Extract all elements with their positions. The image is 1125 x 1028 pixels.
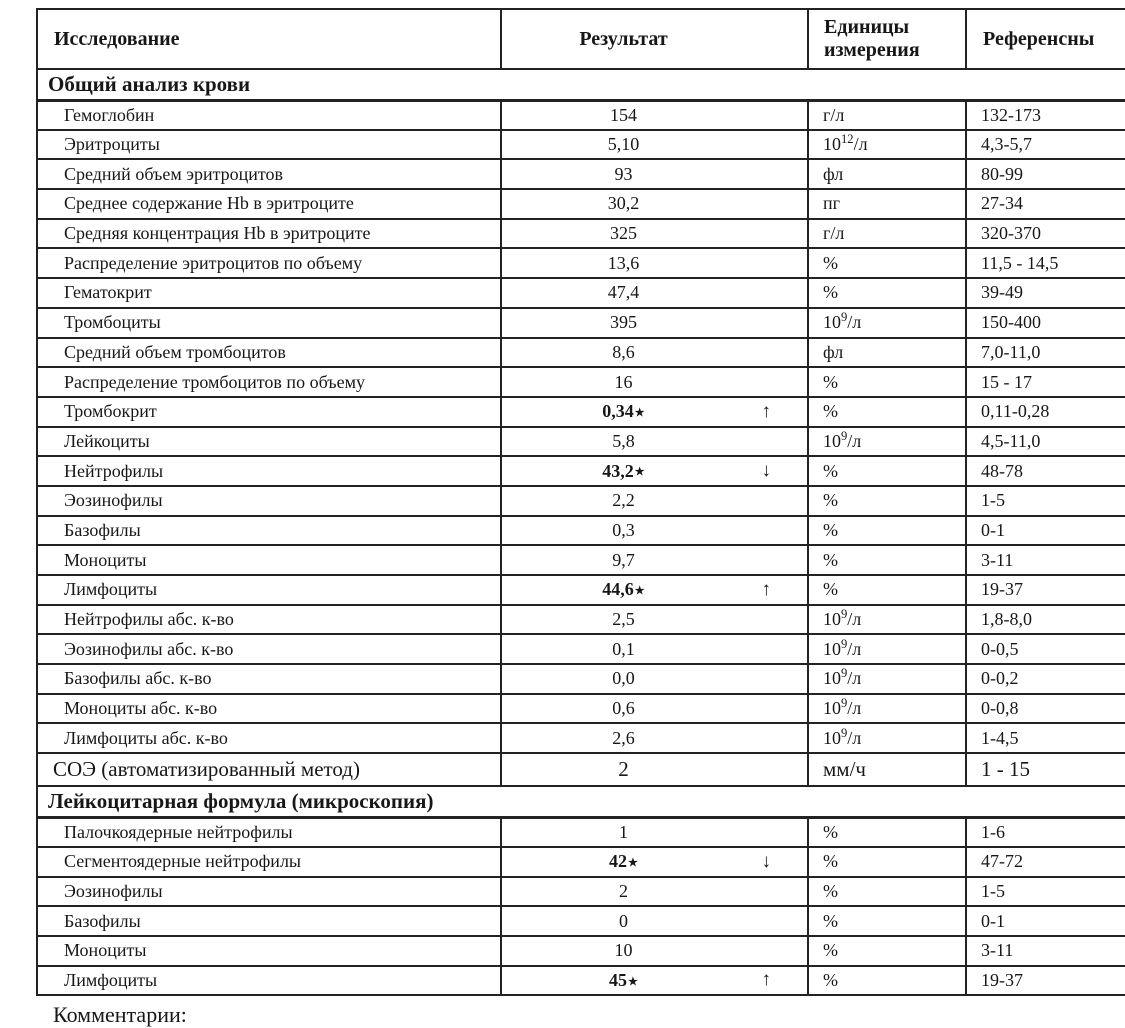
result-value: 9,7 [612, 549, 635, 570]
unit-value: % [808, 456, 966, 486]
result-cell [501, 575, 808, 605]
reference-range: 0-1 [966, 906, 1125, 936]
result-cell [501, 130, 808, 160]
table-row [37, 545, 1125, 575]
reference-range: 132-173 [966, 100, 1125, 130]
unit-value: фл [808, 338, 966, 368]
abnormal-star-marker: ★ [634, 466, 645, 479]
result-value: 2,6 [612, 727, 635, 748]
test-name: Лимфоциты абс. к-во [37, 723, 501, 753]
test-name: Средний объем тромбоцитов [37, 338, 501, 368]
abnormal-star-marker: ★ [634, 406, 645, 419]
result-value: 0,6 [612, 698, 635, 719]
test-name: Нейтрофилы [37, 456, 501, 486]
unit-value: $10^9/л$ [808, 634, 966, 664]
test-name: Палочкоядерные нейтрофилы [37, 817, 501, 847]
result-cell [501, 367, 808, 397]
table-row [37, 877, 1125, 907]
test-name: Базофилы [37, 516, 501, 546]
result-value: 5,10 [607, 134, 640, 155]
result-cell [501, 817, 808, 847]
test-name: Средний объем эритроцитов [37, 159, 501, 189]
unit-value: % [808, 397, 966, 427]
lab-report-page [36, 8, 1125, 1028]
reference-range: 48-78 [966, 456, 1125, 486]
unit-exponent: 12 [841, 132, 854, 147]
unit-value: % [808, 486, 966, 516]
column-header-result: Результат [501, 9, 808, 69]
result-cell [501, 966, 808, 996]
test-name: Базофилы [37, 906, 501, 936]
table-row [37, 516, 1125, 546]
result-cell [501, 634, 808, 664]
test-name: Лейкоциты [37, 427, 501, 457]
reference-range: 11,5 - 14,5 [966, 248, 1125, 278]
unit-value: г/л [808, 219, 966, 249]
test-name: Эозинофилы абс. к-во [37, 634, 501, 664]
result-value: 8,6 [612, 341, 635, 362]
reference-range: 4,5-11,0 [966, 427, 1125, 457]
test-name: Тромбоциты [37, 308, 501, 338]
unit-value: % [808, 966, 966, 996]
table-row [37, 936, 1125, 966]
reference-range: 1-4,5 [966, 723, 1125, 753]
test-name: Распределение тромбоцитов по объему [37, 367, 501, 397]
table-row [37, 664, 1125, 694]
test-name: Средняя концентрация Hb в эритроците [37, 219, 501, 249]
test-name: Эозинофилы [37, 877, 501, 907]
result-cell [501, 100, 808, 130]
unit-value: % [808, 248, 966, 278]
reference-range: 1-6 [966, 817, 1125, 847]
result-value: 2,5 [612, 609, 635, 630]
table-row [37, 338, 1125, 368]
result-cell [501, 877, 808, 907]
section-header-row [37, 69, 1125, 100]
unit-value: % [808, 817, 966, 847]
result-value: 16 [614, 371, 633, 392]
unit-value: $10^9/л$ [808, 664, 966, 694]
arrow-up-icon: ↑ [761, 969, 771, 991]
result-cell [501, 308, 808, 338]
reference-range: 19-37 [966, 966, 1125, 996]
unit-value: % [808, 877, 966, 907]
result-value: 0,0 [612, 668, 635, 689]
result-cell [501, 936, 808, 966]
reference-range: 47-72 [966, 847, 1125, 877]
unit-exponent: 9 [841, 310, 848, 325]
table-header-row [37, 9, 1125, 69]
result-value: 0,34★ [602, 401, 645, 422]
table-row [37, 456, 1125, 486]
unit-exponent: 9 [841, 428, 848, 443]
result-cell [501, 338, 808, 368]
unit-value: % [808, 367, 966, 397]
table-row [37, 308, 1125, 338]
result-value: 10 [614, 940, 633, 961]
reference-range: 39-49 [966, 278, 1125, 308]
column-header-units: Единицы измерения [808, 9, 966, 69]
unit-value: % [808, 847, 966, 877]
result-cell [501, 278, 808, 308]
unit-value: $10^9/л$ [808, 694, 966, 724]
test-name: Распределение эритроцитов по объему [37, 248, 501, 278]
reference-range: 0-0,2 [966, 664, 1125, 694]
table-row [37, 486, 1125, 516]
test-name: Гемоглобин [37, 100, 501, 130]
result-cell [501, 456, 808, 486]
comments-label: Комментарии: [53, 1002, 187, 1028]
unit-value: % [808, 545, 966, 575]
table-row [37, 219, 1125, 249]
reference-range: 0-0,8 [966, 694, 1125, 724]
result-value: 30,2 [607, 193, 640, 214]
reference-range: 0,11-0,28 [966, 397, 1125, 427]
test-name: Лимфоциты [37, 575, 501, 605]
result-cell [501, 486, 808, 516]
table-row [37, 159, 1125, 189]
lab-results-table [36, 8, 1125, 996]
unit-exponent: 9 [841, 696, 848, 711]
table-row [37, 427, 1125, 457]
result-value: 0,3 [612, 519, 635, 540]
result-cell [501, 723, 808, 753]
table-row [37, 130, 1125, 160]
reference-range: 1 - 15 [966, 753, 1125, 786]
section-title: Лейкоцитарная формула (микроскопия) [37, 786, 1125, 817]
reference-range: 19-37 [966, 575, 1125, 605]
table-row [37, 906, 1125, 936]
test-name: Моноциты абс. к-во [37, 694, 501, 724]
result-value: 154 [610, 104, 637, 125]
result-value: 13,6 [607, 252, 640, 273]
test-name: Сегментоядерные нейтрофилы [37, 847, 501, 877]
table-row [37, 723, 1125, 753]
unit-value: % [808, 936, 966, 966]
abnormal-star-marker: ★ [627, 975, 638, 988]
test-name: Нейтрофилы абс. к-во [37, 605, 501, 635]
test-name: Базофилы абс. к-во [37, 664, 501, 694]
unit-value: $10^9/л$ [808, 605, 966, 635]
reference-range: 3-11 [966, 936, 1125, 966]
result-cell [501, 664, 808, 694]
test-name: Моноциты [37, 936, 501, 966]
result-cell [501, 516, 808, 546]
test-name: СОЭ (автоматизированный метод) [37, 753, 501, 786]
unit-value: % [808, 906, 966, 936]
abnormal-star-marker: ★ [627, 856, 638, 869]
result-cell [501, 906, 808, 936]
test-name: Гематокрит [37, 278, 501, 308]
unit-exponent: 9 [841, 725, 848, 740]
test-name: Среднее содержание Hb в эритроците [37, 189, 501, 219]
unit-value: $10^9/л$ [808, 308, 966, 338]
reference-range: 150-400 [966, 308, 1125, 338]
result-cell [501, 753, 808, 786]
result-value: 42★ [608, 851, 638, 872]
table-row [37, 753, 1125, 786]
arrow-down-icon: ↓ [761, 850, 771, 872]
table-row [37, 694, 1125, 724]
reference-range: 1-5 [966, 877, 1125, 907]
result-cell [501, 248, 808, 278]
unit-exponent: 9 [841, 636, 848, 651]
reference-range: 0-0,5 [966, 634, 1125, 664]
test-name: Моноциты [37, 545, 501, 575]
unit-value: $10^{12}/л$ [808, 130, 966, 160]
test-name: Эритроциты [37, 130, 501, 160]
table-row [37, 278, 1125, 308]
result-value: 395 [610, 312, 637, 333]
table-row [37, 817, 1125, 847]
column-header-test: Исследование [37, 9, 501, 69]
table-row [37, 100, 1125, 130]
reference-range: 4,3-5,7 [966, 130, 1125, 160]
table-row [37, 634, 1125, 664]
unit-value: $10^9/л$ [808, 427, 966, 457]
unit-value: % [808, 278, 966, 308]
reference-range: 1,8-8,0 [966, 605, 1125, 635]
result-cell [501, 189, 808, 219]
result-value: 5,8 [612, 430, 635, 451]
reference-range: 15 - 17 [966, 367, 1125, 397]
result-value: 2 [618, 757, 629, 782]
result-value: 0 [619, 910, 628, 931]
result-value: 2 [619, 880, 628, 901]
unit-exponent: 9 [841, 607, 848, 622]
arrow-up-icon: ↑ [761, 578, 771, 600]
unit-value: пг [808, 189, 966, 219]
result-cell [501, 605, 808, 635]
table-row [37, 605, 1125, 635]
section-title: Общий анализ крови [37, 69, 1125, 100]
reference-range: 7,0-11,0 [966, 338, 1125, 368]
result-value: 45★ [608, 969, 638, 990]
table-row [37, 248, 1125, 278]
test-name: Тромбокрит [37, 397, 501, 427]
reference-range: 320-370 [966, 219, 1125, 249]
test-name: Лимфоциты [37, 966, 501, 996]
table-row [37, 847, 1125, 877]
unit-value: % [808, 575, 966, 605]
abnormal-star-marker: ★ [634, 585, 645, 598]
result-cell [501, 694, 808, 724]
reference-range: 3-11 [966, 545, 1125, 575]
result-cell [501, 159, 808, 189]
reference-range: 80-99 [966, 159, 1125, 189]
result-value: 44,6★ [602, 579, 645, 600]
table-row [37, 397, 1125, 427]
result-cell [501, 397, 808, 427]
table-row [37, 575, 1125, 605]
result-cell [501, 427, 808, 457]
unit-value: г/л [808, 100, 966, 130]
test-name: Эозинофилы [37, 486, 501, 516]
column-header-reference: Референсны [966, 9, 1125, 69]
unit-value: $10^9/л$ [808, 723, 966, 753]
table-row [37, 189, 1125, 219]
result-value: 47,4 [607, 282, 640, 303]
result-value: 1 [619, 821, 628, 842]
unit-value: мм/ч [808, 753, 966, 786]
results-table-body [37, 69, 1125, 995]
result-value: 93 [614, 163, 633, 184]
section-header-row [37, 786, 1125, 817]
result-cell [501, 545, 808, 575]
arrow-up-icon: ↑ [761, 400, 771, 422]
arrow-down-icon: ↓ [761, 460, 771, 482]
unit-value: % [808, 516, 966, 546]
result-value: 0,1 [612, 638, 635, 659]
result-value: 325 [610, 223, 637, 244]
result-cell [501, 219, 808, 249]
table-row [37, 966, 1125, 996]
reference-range: 0-1 [966, 516, 1125, 546]
reference-range: 1-5 [966, 486, 1125, 516]
reference-range: 27-34 [966, 189, 1125, 219]
unit-value: фл [808, 159, 966, 189]
result-value: 43,2★ [602, 460, 645, 481]
unit-exponent: 9 [841, 666, 848, 681]
table-row [37, 367, 1125, 397]
result-value: 2,2 [612, 490, 635, 511]
result-cell [501, 847, 808, 877]
